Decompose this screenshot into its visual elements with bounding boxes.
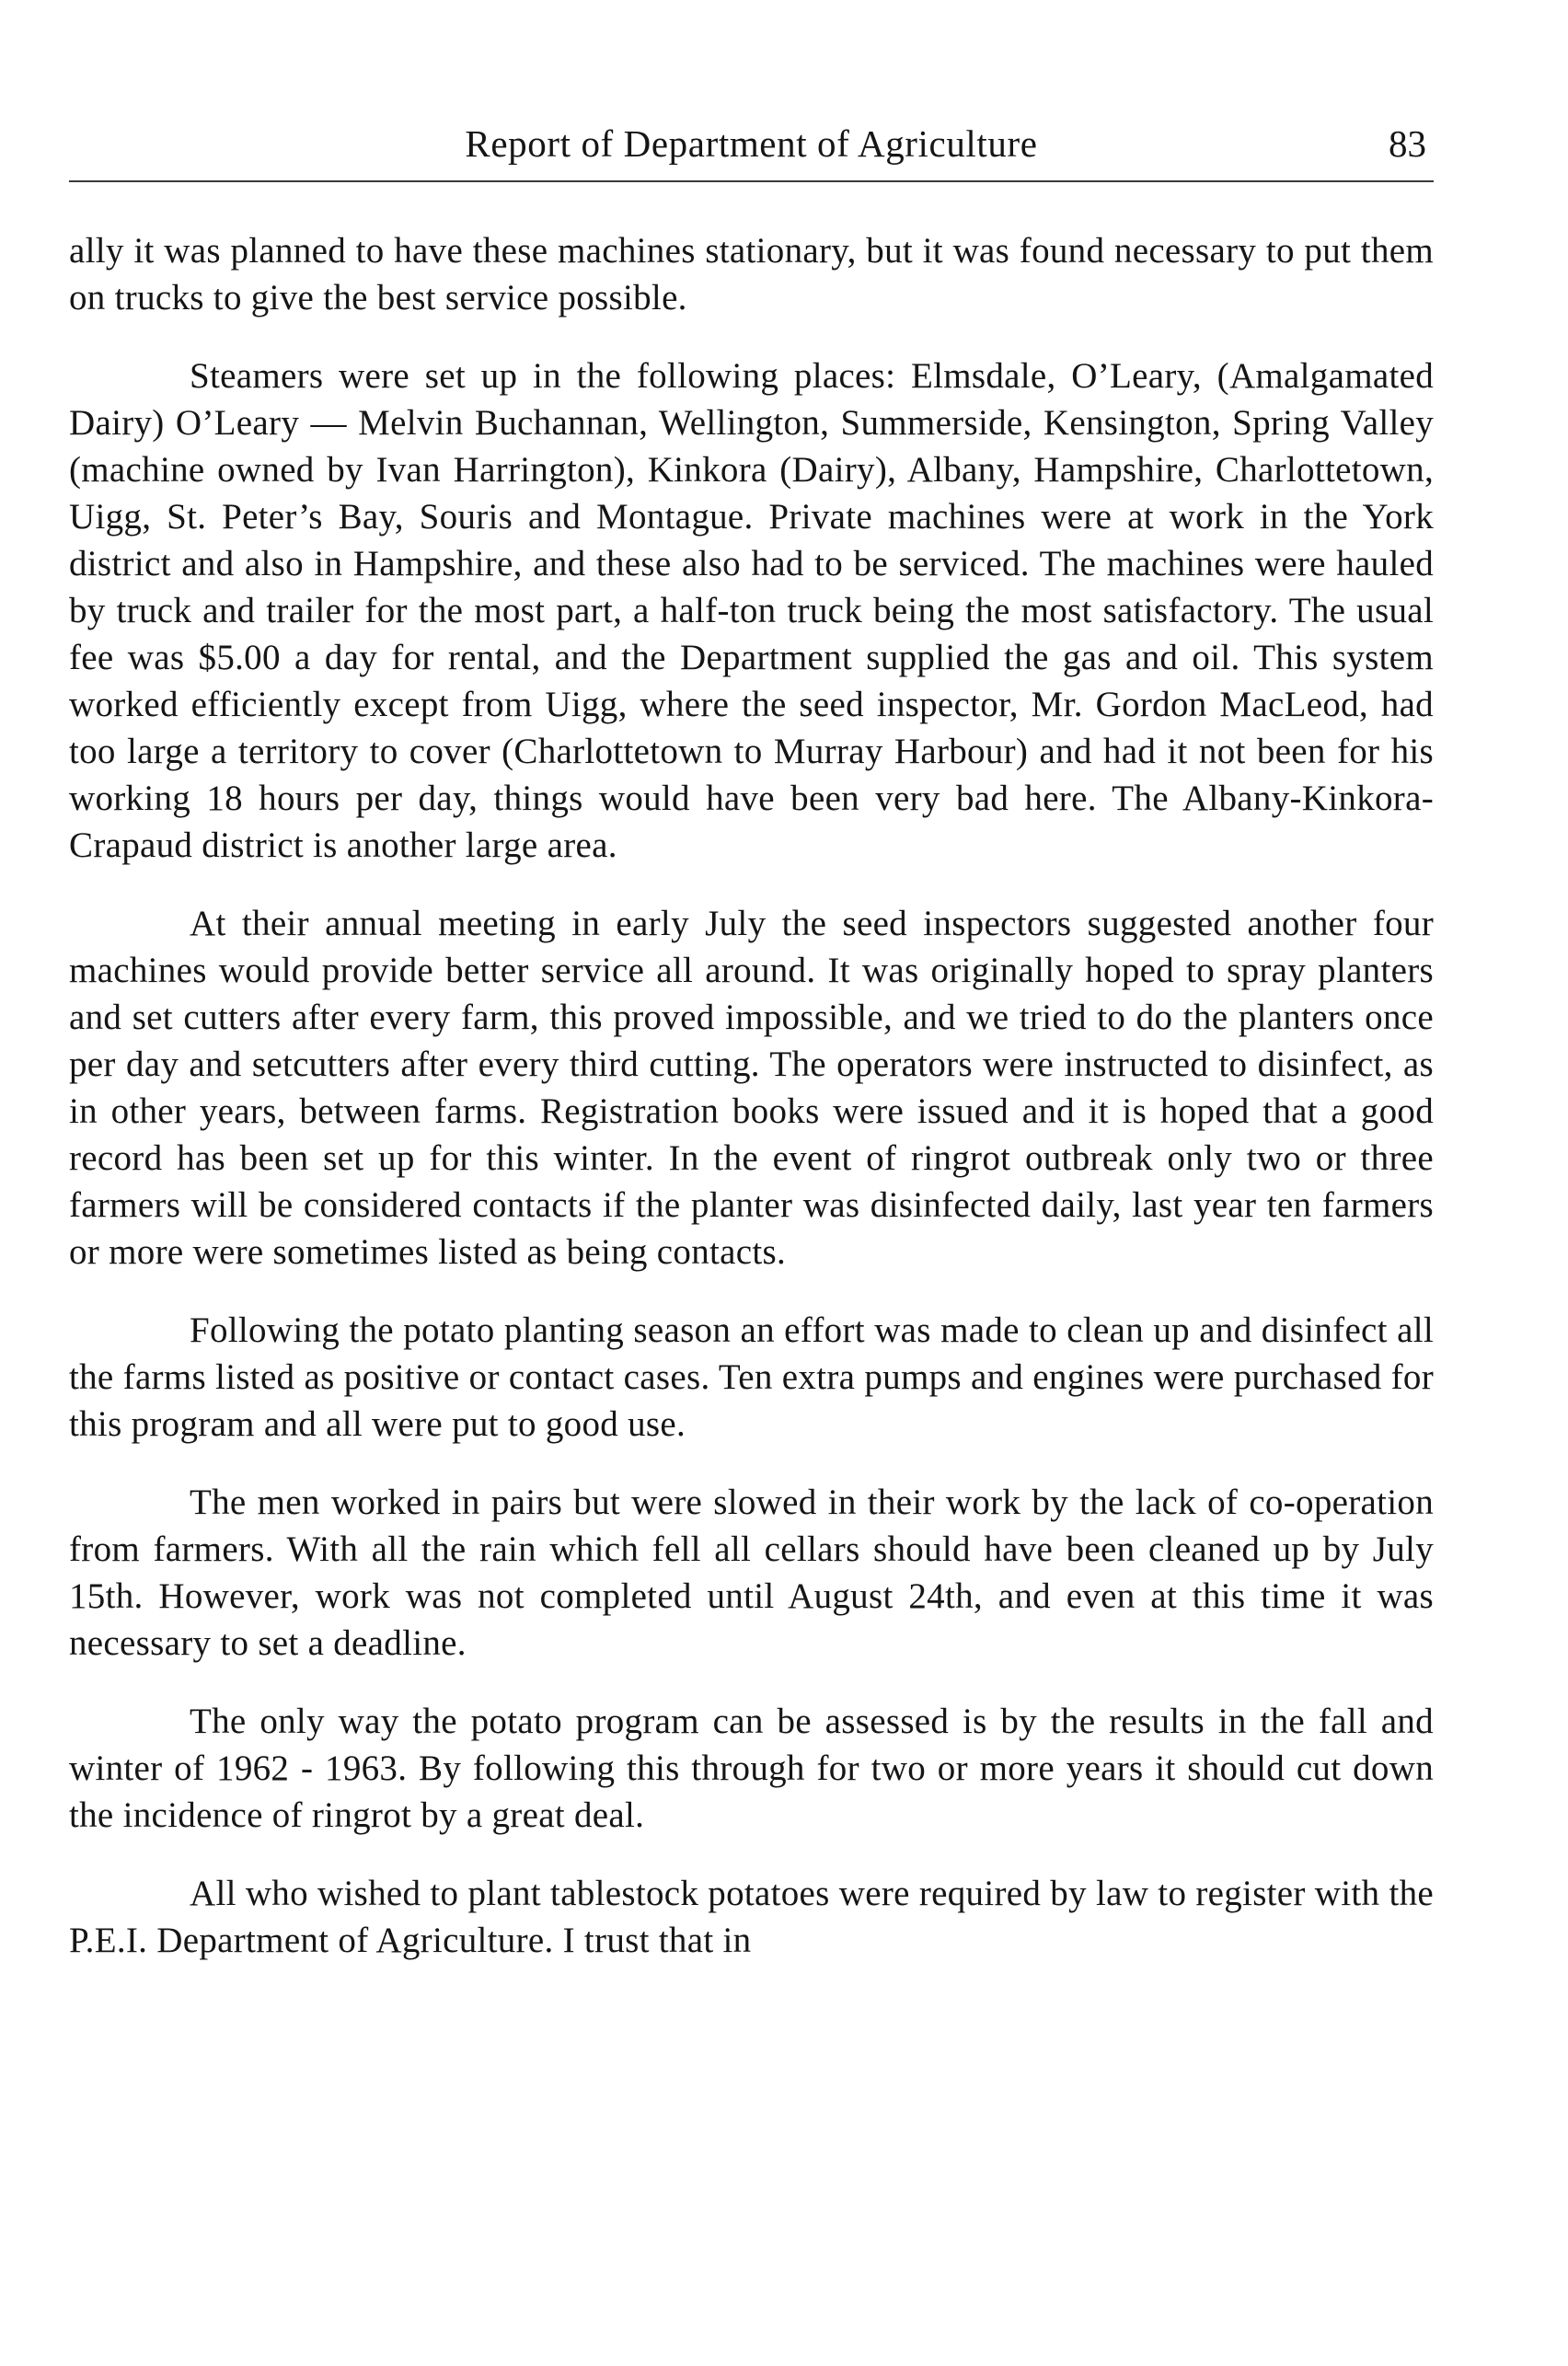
body-text <box>69 227 1434 1995</box>
running-title: Report of Department of Agriculture <box>465 122 1038 165</box>
paragraph-men-worked: The men worked in pairs but were slowed in their work by the lack of co-operation from farmers. With all the rain which fell all cellars should have been cleaned up by July 15th. However, work was not completed until August 24th, and even at this time it was necessary to set a deadline. <box>69 1483 1434 1663</box>
page-header <box>69 118 1434 173</box>
paragraph-assessment: The only way the potato program can be assessed is by the results in the fall and winter of 1962 - 1963. By following this through for two or more years it should cut down the incidence of ringrot by a great deal. <box>69 1702 1434 1835</box>
paragraph-registration: All who wished to plant tablestock potatoes were required by law to register with the P.E.I. Department of Agriculture. I trust that in <box>69 1874 1434 1960</box>
paragraph-planting-season: Following the potato planting season an effort was made to clean up and disinfect all the farms listed as positive or contact cases. Ten extra pumps and engines were purchased for this program and all were put to good use. <box>69 1310 1434 1444</box>
paragraph-annual-meeting: At their annual meeting in early July the seed inspectors suggested another four machines would provide better service all around. It was originally hoped to spray planters and set cutters after every farm, this proved impossible, and we tried to do the planters once per day and setcutters after every third cutting. The operators were instructed to disinfect, as in other years, between farms. Registration books were issued and it is hoped that a good record has been set up for this winter. In the event of ringrot outbreak only two or three farmers will be considered contacts if the planter was disinfected daily, last year ten farmers or more were sometimes listed as being contacts. <box>69 904 1434 1272</box>
page-number: 83 <box>1389 122 1426 165</box>
paragraph-steamers: Steamers were set up in the following places: Elmsdale, O’Leary, (Amalgamated Dairy) O’Leary — Melvin Buchannan, Wellington, Summerside, Kensington, Spring Valley (machine owned by Ivan Harrington), Kinkora (Dairy), Albany, Hampshire, Charlottetown, Uigg, St. Peter’s Bay, Souris and Montague. Private machines were at work in the York district and also in Hampshire, and these also had to be serviced. The machines were hauled by truck and trailer for the most part, a half-ton truck being the most satisfactory. The usual fee was $5.00 a day for rental, and the Department supplied the gas and oil. This system worked efficiently except from Uigg, where the seed inspector, Mr. Gordon MacLeod, had too large a territory to cover (Charlottetown to Murray Harbour) and had it not been for his working 18 hours per day, things would have been very bad here. The Albany-Kinkora-Crapaud district is another large area. <box>69 356 1434 865</box>
header-rule <box>69 180 1434 182</box>
paragraph-continued: ally it was planned to have these machines stationary, but it was found necessary to put them on trucks to give the best service possible. <box>69 231 1434 317</box>
